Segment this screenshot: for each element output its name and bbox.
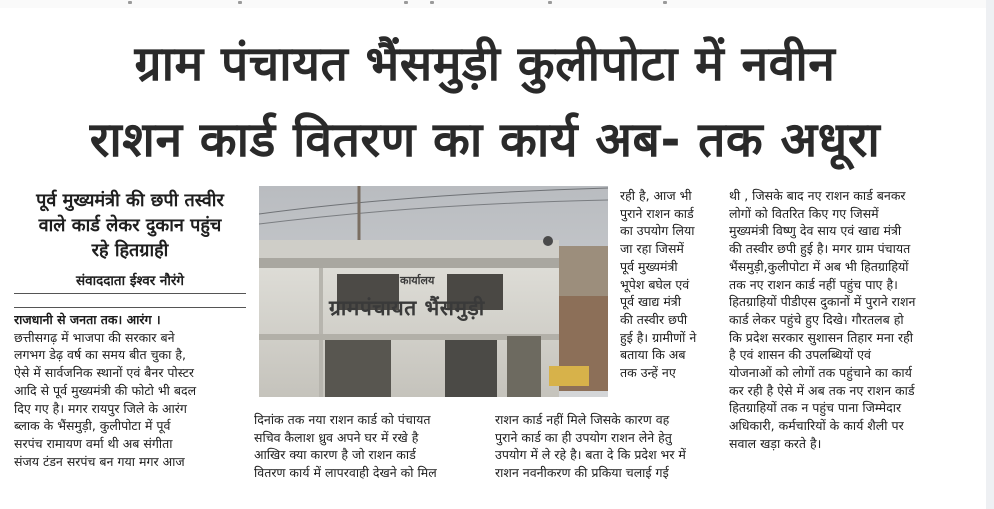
top-edge-mark — [663, 1, 667, 4]
article-line: जा रहा जिसमें — [620, 241, 684, 257]
article-line: राशन नवनीकरण की प्रकिया चलाई गई — [495, 465, 669, 481]
article-line: आदि से पूर्व मुख्यमंत्री की फोटो भी बदल — [14, 382, 197, 398]
article-line: पूर्व मुख्यमंत्री — [620, 258, 678, 274]
article-line: की तस्वीर छपी हुई है। मगर ग्राम पंचायत — [729, 241, 911, 257]
top-edge-mark — [128, 1, 132, 4]
article-line: कर रही है ऐसे में अब तक नए राशन कार्ड — [729, 382, 915, 398]
article-line: पुराने कार्ड का ही उपयोग राशन लेने हेतु — [495, 429, 672, 445]
article-line: बताया कि अब — [620, 347, 686, 363]
article-column-1 — [14, 311, 246, 470]
headline-line-1: ग्राम पंचायत भैंसमुड़ी कुलीपोटा में नवीन — [134, 36, 836, 92]
byline-divider — [14, 293, 246, 294]
article-line: वितरण कार्य में लापरवाही देखने को मिल — [254, 465, 437, 481]
photo-sign-panchayat-name: ग्रामपंचायत भैंसमुड़ी — [329, 296, 485, 320]
article-line: राशन कार्ड नहीं मिले जिसके कारण वह — [495, 412, 670, 427]
article-column-2 — [254, 411, 485, 482]
top-edge-mark — [404, 1, 408, 4]
article-line: थी , जिसके बाद नए राशन कार्ड बनकर — [729, 188, 906, 203]
subheadline-line: रहे हितग्राही — [91, 240, 169, 261]
article-line: दिए गए है। मगर रायपुर जिले के आरंग — [14, 400, 187, 416]
article-line: संजय टंडन सरपंच बन गया मगर आज — [14, 453, 185, 469]
article-line: भूपेश बघेल एवं — [620, 276, 690, 292]
article-line: मुख्यमंत्री विष्णु देव साय एवं खाद्य मंत्री — [729, 223, 902, 239]
article-line: छत्तीसगढ़ में भाजपा की सरकार बने — [14, 329, 175, 345]
top-edge-mark — [430, 1, 434, 4]
article-line: उपयोग में ले रहे है। बता दे कि प्रदेश भर में — [495, 447, 686, 463]
article-line: आखिर क्या कारण है जो राशन कार्ड — [254, 447, 416, 463]
article-line: कि प्रदेश सरकार सुशासन तिहार मना रही — [729, 329, 914, 345]
top-edge-strip — [0, 0, 994, 8]
article-line: का उपयोग लिया — [620, 223, 695, 239]
photo-sign-office-label: कार्यालय — [400, 274, 435, 287]
right-edge-margin — [986, 0, 994, 509]
byline: संवाददाता ईश्वर नौरंगे — [75, 273, 185, 289]
article-line: ब्लाक के भैंसमुड़ी, कुलीपोटा में पूर्व — [14, 418, 171, 434]
article-line: सवाल खड़ा करते है। — [729, 435, 822, 451]
byline-divider — [14, 307, 246, 308]
article-line: हितग्राहियों तक न पहुंच पाना जिम्मेदार — [729, 400, 902, 416]
article-line: पूर्व खाद्य मंत्री — [620, 294, 681, 310]
subheadline-line: वाले कार्ड लेकर दुकान पहुंच — [38, 215, 222, 236]
subheadline-line: पूर्व मुख्यमंत्री की छपी तस्वीर — [36, 190, 224, 211]
article-line: की तस्वीर छपी — [620, 311, 688, 327]
top-edge-mark — [238, 1, 242, 4]
subheadline — [14, 188, 246, 263]
news-photo — [259, 186, 608, 397]
article-line: दिनांक तक नया राशन कार्ड को पंचायत — [254, 412, 431, 427]
article-line: लगभग डेढ़ वर्ष का समय बीत चुका है, — [14, 347, 186, 363]
article-line: पुराने राशन कार्ड — [620, 205, 694, 221]
article-line: लोगों को वितरित किए गए जिसमें — [729, 205, 879, 221]
top-edge-mark — [548, 1, 552, 4]
article-line: अधिकारी, कर्मचारियों के कार्य शैली पर — [729, 418, 904, 434]
article-line: योजनाओं को लोगों तक पहुंचाने का कार्य — [729, 365, 912, 381]
article-column-4 — [620, 187, 716, 382]
article-line: ऐसे में सार्वजनिक स्थानों एवं बैनर पोस्टर — [14, 365, 195, 381]
article-line: हितग्राहियों पीडीएस दुकानों में पुराने राशन — [729, 294, 916, 310]
article-line: तक उन्हें नए — [620, 365, 676, 381]
article-line: तक नए राशन कार्ड नहीं पहुंच पाए है। — [729, 276, 898, 292]
article-line: भैंसमुड़ी,कुलीपोटा में अब भी हितग्राहियों — [729, 258, 909, 274]
article-column-5 — [729, 187, 965, 453]
article-line: सचिव कैलाश ध्रुव अपने घर में रखे है — [254, 429, 419, 445]
article-line: सरपंच रामायण वर्मा थी अब संगीता — [14, 435, 173, 451]
article-line: राजधानी से जनता तक। आरंग । — [14, 312, 161, 327]
article-column-3 — [495, 411, 716, 482]
article-line: है एवं शासन की उपलब्धियों एवं — [729, 347, 871, 363]
article-line: हुई है। ग्रामीणों ने — [620, 329, 697, 345]
photo-scene — [259, 186, 608, 397]
article-line: कार्ड लेकर पहुंचे हुए दिखे। गौरतलब हो — [729, 311, 904, 327]
headline-line-2: राशन कार्ड वितरण का कार्य अब- तक अधूरा — [89, 112, 881, 168]
article-line: रही है, आज भी — [620, 188, 692, 203]
